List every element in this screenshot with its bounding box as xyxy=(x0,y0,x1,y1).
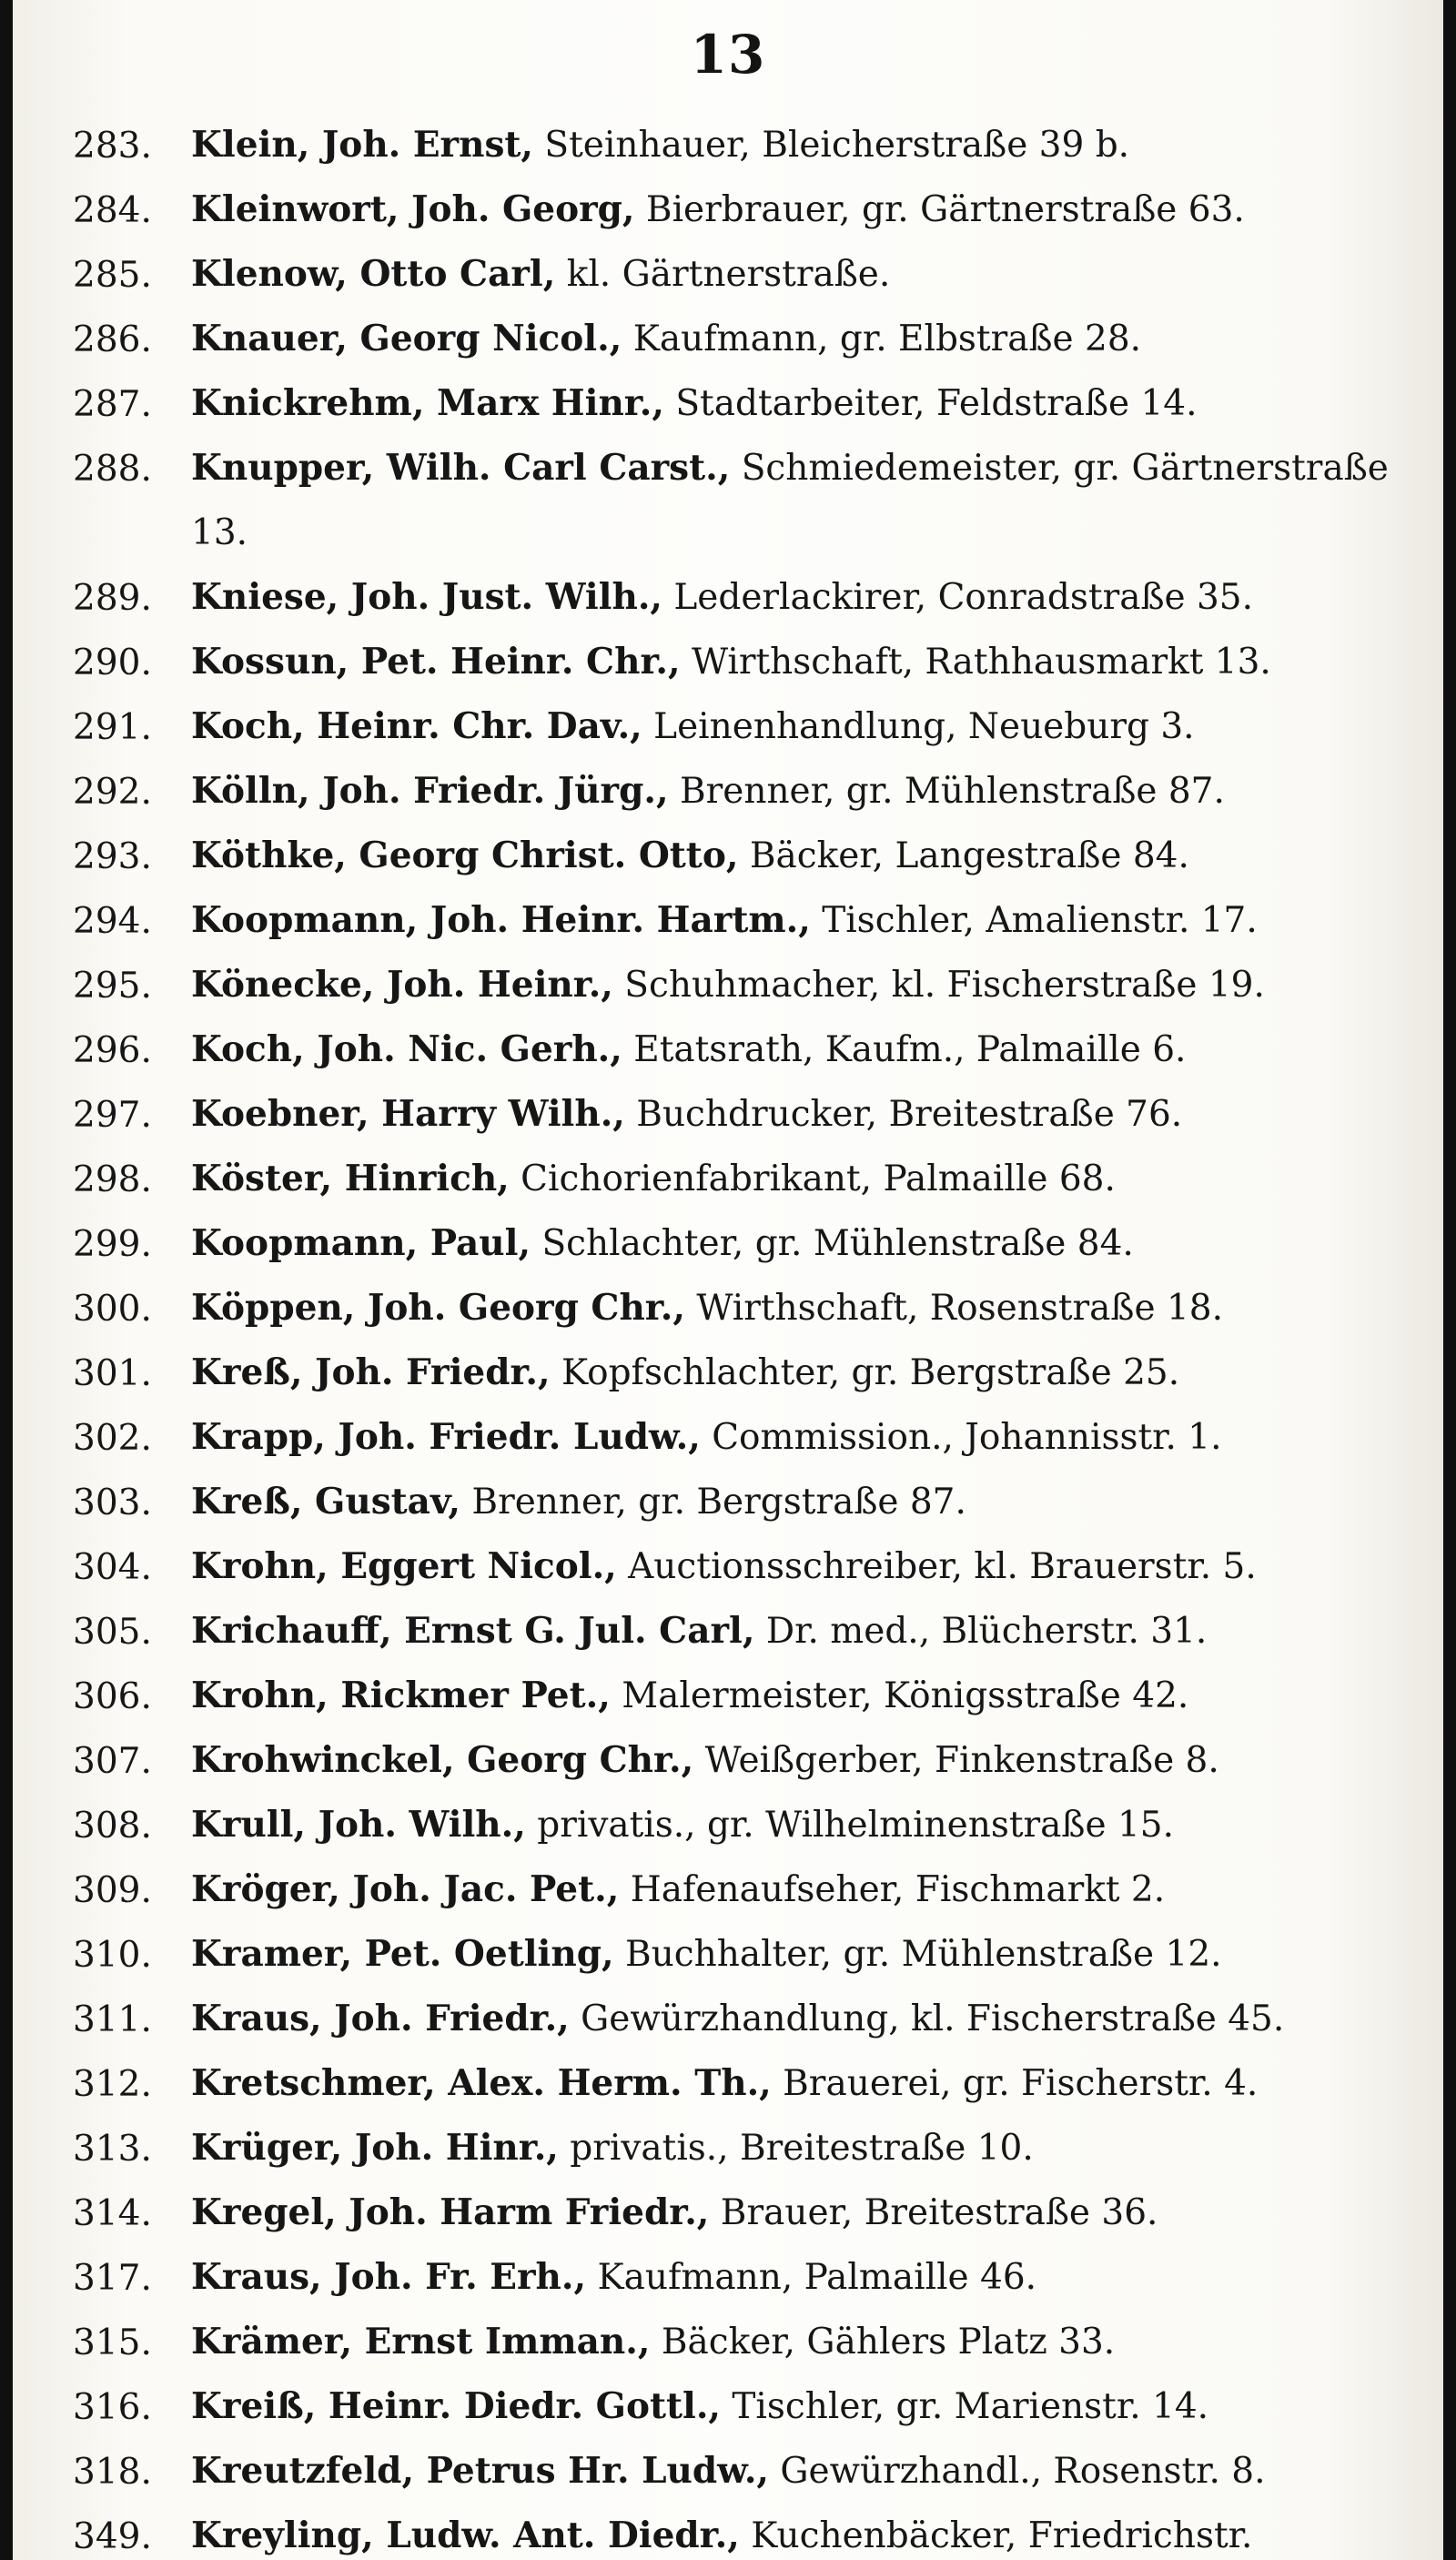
entry-details: privatis., Breitestraße 10. xyxy=(570,2128,1034,2169)
entry-name: Kölln, Joh. Friedr. Jürg., xyxy=(191,770,669,812)
entry-name: Koopmann, Paul, xyxy=(191,1222,531,1264)
entry-details: Tischler, gr. Marienstr. 14. xyxy=(732,2386,1209,2427)
entry-text xyxy=(191,1922,1431,1987)
entry-number: 307. xyxy=(73,1741,152,1782)
document-page xyxy=(13,0,1443,2560)
entry-name: Kröger, Joh. Jac. Pet., xyxy=(191,1868,620,1910)
entry-text xyxy=(191,1211,1431,1276)
entry-text xyxy=(191,1341,1431,1405)
entry-number: 295. xyxy=(73,966,152,1007)
entry-number: 306. xyxy=(73,1676,152,1717)
entry-details: Malermeister, Königsstraße 42. xyxy=(622,1675,1189,1716)
entry-name: Köster, Hinrich, xyxy=(191,1158,510,1199)
list-item xyxy=(13,1540,1443,1604)
entry-details: Bäcker, Gählers Platz 33. xyxy=(661,2322,1116,2363)
entry-name: Krohwinckel, Georg Chr., xyxy=(191,1739,694,1781)
entry-number: 287. xyxy=(73,384,152,425)
entry-name: Koch, Joh. Nic. Gerh., xyxy=(191,1028,622,1070)
list-item xyxy=(13,1992,1443,2057)
entry-text xyxy=(191,2504,1431,2560)
entry-name: Knupper, Wilh. Carl Carst., xyxy=(191,447,731,489)
list-item xyxy=(13,635,1443,700)
entry-name: Krüger, Joh. Hinr., xyxy=(191,2127,559,2169)
entry-text xyxy=(191,371,1431,436)
entry-name: Kreiß, Heinr. Diedr. Gottl., xyxy=(191,2385,721,2427)
entry-number: 313. xyxy=(73,2129,152,2170)
entry-number: 291. xyxy=(73,707,152,748)
entry-text xyxy=(191,630,1431,694)
entry-number: 292. xyxy=(73,772,152,813)
entry-name: Köthke, Georg Christ. Otto, xyxy=(191,835,739,876)
entry-name: Knauer, Georg Nicol., xyxy=(191,318,622,359)
list-item xyxy=(13,2121,1443,2186)
list-item xyxy=(13,2509,1443,2560)
list-item xyxy=(13,118,1443,183)
entry-details: Bäcker, Langestraße 84. xyxy=(749,835,1189,876)
entry-name: Köppen, Joh. Georg Chr., xyxy=(191,1287,685,1329)
entry-text xyxy=(191,2051,1431,2116)
entry-details: Leinenhandlung, Neueburg 3. xyxy=(653,706,1195,747)
entry-name: Kreß, Gustav, xyxy=(191,1481,461,1523)
list-item xyxy=(13,1798,1443,1863)
entry-list xyxy=(13,118,1443,2560)
entry-details: Brauerei, gr. Fischerstr. 4. xyxy=(783,2063,1259,2104)
entry-details: Gewürzhandlung, kl. Fischerstraße 45. xyxy=(581,1998,1285,2039)
entry-number: 315. xyxy=(73,2322,152,2363)
page-number: 13 xyxy=(690,24,766,86)
list-item xyxy=(13,248,1443,312)
entry-text xyxy=(191,1664,1431,1728)
entry-name: Kleinwort, Joh. Georg, xyxy=(191,188,635,230)
entry-name: Könecke, Joh. Heinr., xyxy=(191,964,613,1006)
entry-details: Tischler, Amalienstr. 17. xyxy=(822,900,1258,941)
entry-name: Kretschmer, Alex. Herm. Th., xyxy=(191,2062,772,2104)
list-item xyxy=(13,894,1443,958)
entry-text xyxy=(191,888,1431,953)
entry-details: Auctionsschreiber, kl. Brauerstr. 5. xyxy=(628,1546,1257,1587)
entry-details: Kaufmann, Palmaille 46. xyxy=(597,2257,1037,2298)
entry-text xyxy=(191,953,1431,1017)
entry-details: Dr. med., Blücherstr. 31. xyxy=(765,1611,1208,1652)
list-item xyxy=(13,1734,1443,1798)
entry-number: 300. xyxy=(73,1289,152,1330)
entry-name: Krichauff, Ernst G. Jul. Carl, xyxy=(191,1610,755,1652)
entry-number: 298. xyxy=(73,1159,152,1200)
entry-number: 297. xyxy=(73,1095,152,1136)
entry-details: Gewürzhandl., Rosenstr. 8. xyxy=(780,2451,1266,2492)
entry-details: Commission., Johannisstr. 1. xyxy=(712,1417,1222,1458)
entry-text xyxy=(191,1534,1431,1599)
entry-text xyxy=(191,2310,1431,2374)
list-item xyxy=(13,1475,1443,1540)
entry-number: 308. xyxy=(73,1806,152,1847)
entry-details: Brenner, gr. Bergstraße 87. xyxy=(471,1482,966,1523)
entry-details: Wirthschaft, Rosenstraße 18. xyxy=(696,1288,1223,1329)
entry-name: Kreß, Joh. Friedr., xyxy=(191,1351,551,1393)
entry-details: Stadtarbeiter, Feldstraße 14. xyxy=(675,383,1198,424)
entry-text xyxy=(191,1147,1431,1211)
entry-number: 288. xyxy=(73,449,152,490)
entry-name: Knickrehm, Marx Hinr., xyxy=(191,382,664,424)
list-item xyxy=(13,183,1443,248)
entry-number: 299. xyxy=(73,1224,152,1265)
entry-details: Weißgerber, Finkenstraße 8. xyxy=(704,1740,1219,1781)
list-item xyxy=(13,2315,1443,2380)
entry-text xyxy=(191,2245,1431,2310)
entry-details: Kuchenbäcker, Friedrichstr. xyxy=(751,2515,1253,2556)
list-item xyxy=(13,2251,1443,2315)
entry-details: Etatsrath, Kaufm., Palmaille 6. xyxy=(633,1029,1187,1070)
entry-details: Cichorienfabrikant, Palmaille 68. xyxy=(521,1159,1116,1199)
entry-number: 303. xyxy=(73,1482,152,1523)
entry-number: 304. xyxy=(73,1547,152,1588)
list-item xyxy=(13,1281,1443,1346)
entry-number: 285. xyxy=(73,255,152,296)
entry-name: Kraus, Joh. Fr. Erh., xyxy=(191,2256,587,2298)
list-item xyxy=(13,2186,1443,2251)
list-item xyxy=(13,764,1443,829)
entry-number: 283. xyxy=(73,126,152,167)
entry-number: 318. xyxy=(73,2452,152,2493)
entry-name: Kreyling, Ludw. Ant. Diedr., xyxy=(191,2514,740,2556)
entry-text xyxy=(191,1857,1431,1922)
list-item xyxy=(13,700,1443,764)
entry-details: Bierbrauer, gr. Gärtnerstraße 63. xyxy=(645,189,1245,230)
list-item xyxy=(13,829,1443,894)
entry-number: 317. xyxy=(73,2258,152,2299)
entry-text xyxy=(191,307,1431,371)
entry-text xyxy=(191,2439,1431,2504)
entry-name: Krohn, Rickmer Pet., xyxy=(191,1675,611,1716)
entry-name: Koch, Heinr. Chr. Dav., xyxy=(191,705,642,747)
list-item xyxy=(13,1863,1443,1928)
entry-text xyxy=(191,2116,1431,2181)
entry-details: Kaufmann, gr. Elbstraße 28. xyxy=(632,319,1142,359)
entry-name: Klenow, Otto Carl, xyxy=(191,253,556,295)
entry-details: privatis., gr. Wilhelminenstraße 15. xyxy=(537,1805,1174,1846)
entry-number: 301. xyxy=(73,1353,152,1394)
entry-name: Koopmann, Joh. Heinr. Hartm., xyxy=(191,899,811,941)
entry-text xyxy=(191,824,1431,888)
entry-number: 290. xyxy=(73,643,152,683)
entry-number: 284. xyxy=(73,190,152,231)
entry-text xyxy=(191,177,1431,242)
entry-text xyxy=(191,1728,1431,1793)
entry-number: 293. xyxy=(73,836,152,877)
list-item xyxy=(13,958,1443,1023)
entry-name: Krapp, Joh. Friedr. Ludw., xyxy=(191,1416,701,1458)
list-item xyxy=(13,571,1443,635)
entry-number: 302. xyxy=(73,1418,152,1459)
list-item xyxy=(13,1669,1443,1734)
entry-text xyxy=(191,1405,1431,1470)
entry-number: 312. xyxy=(73,2064,152,2105)
entry-details: Buchhalter, gr. Mühlenstraße 12. xyxy=(624,1934,1222,1975)
entry-text xyxy=(191,436,1431,565)
entry-name: Kramer, Pet. Oetling, xyxy=(191,1933,614,1975)
list-item xyxy=(13,377,1443,441)
entry-name: Kniese, Joh. Just. Wilh., xyxy=(191,576,662,618)
entry-name: Krull, Joh. Wilh., xyxy=(191,1804,526,1846)
entry-number: 314. xyxy=(73,2193,152,2234)
entry-number: 316. xyxy=(73,2387,152,2428)
list-item xyxy=(13,1604,1443,1669)
entry-details: Brenner, gr. Mühlenstraße 87. xyxy=(679,771,1225,812)
entry-text xyxy=(191,565,1431,630)
entry-number: 311. xyxy=(73,1999,152,2040)
entry-name: Krämer, Ernst Imman., xyxy=(191,2321,651,2363)
entry-text xyxy=(191,1987,1431,2051)
entry-text xyxy=(191,2374,1431,2439)
entry-text xyxy=(191,1599,1431,1664)
list-item xyxy=(13,2380,1443,2444)
entry-details: Hafenaufseher, Fischmarkt 2. xyxy=(630,1869,1166,1910)
list-item xyxy=(13,312,1443,377)
entry-details: Schmiedemeister, gr. Gärtnerstraße 13. xyxy=(191,448,1389,553)
list-item xyxy=(13,1217,1443,1281)
list-item xyxy=(13,1928,1443,1992)
entry-number: 309. xyxy=(73,1870,152,1911)
entry-number: 294. xyxy=(73,901,152,942)
list-item xyxy=(13,1088,1443,1152)
entry-number: 349. xyxy=(73,2516,152,2557)
entry-text xyxy=(191,694,1431,759)
entry-details: Lederlackirer, Conradstraße 35. xyxy=(673,577,1254,618)
entry-details: Brauer, Breitestraße 36. xyxy=(720,2192,1158,2233)
entry-text xyxy=(191,2181,1431,2245)
entry-details: Steinhauer, Bleicherstraße 39 b. xyxy=(544,125,1130,166)
entry-details: Buchdrucker, Breitestraße 76. xyxy=(636,1094,1183,1135)
entry-details: Wirthschaft, Rathhausmarkt 13. xyxy=(691,642,1271,683)
list-item xyxy=(13,1346,1443,1411)
entry-name: Kraus, Joh. Friedr., xyxy=(191,1998,570,2039)
entry-details: kl. Gärtnerstraße. xyxy=(566,254,891,295)
entry-name: Kregel, Joh. Harm Friedr., xyxy=(191,2191,710,2233)
entry-text xyxy=(191,113,1431,177)
list-item xyxy=(13,1023,1443,1088)
entry-text xyxy=(191,1082,1431,1147)
entry-text xyxy=(191,242,1431,307)
entry-details: Schuhmacher, kl. Fischerstraße 19. xyxy=(624,965,1265,1006)
list-item xyxy=(13,1411,1443,1475)
entry-name: Koebner, Harry Wilh., xyxy=(191,1093,625,1135)
entry-number: 305. xyxy=(73,1612,152,1653)
list-item xyxy=(13,441,1443,571)
entry-name: Krohn, Eggert Nicol., xyxy=(191,1545,617,1587)
entry-details: Kopfschlachter, gr. Bergstraße 25. xyxy=(561,1352,1180,1393)
entry-name: Kossun, Pet. Heinr. Chr., xyxy=(191,641,681,683)
entry-text xyxy=(191,1276,1431,1341)
entry-number: 310. xyxy=(73,1935,152,1976)
entry-name: Klein, Joh. Ernst, xyxy=(191,124,534,166)
entry-text xyxy=(191,759,1431,824)
entry-text xyxy=(191,1017,1431,1082)
list-item xyxy=(13,2444,1443,2509)
entry-number: 296. xyxy=(73,1030,152,1071)
list-item xyxy=(13,1152,1443,1217)
list-item xyxy=(13,2057,1443,2121)
entry-number: 286. xyxy=(73,319,152,360)
entry-name: Kreutzfeld, Petrus Hr. Ludw., xyxy=(191,2450,769,2492)
entry-number: 289. xyxy=(73,578,152,619)
entry-details: Schlachter, gr. Mühlenstraße 84. xyxy=(541,1223,1134,1264)
entry-text xyxy=(191,1470,1431,1534)
entry-text xyxy=(191,1793,1431,1857)
